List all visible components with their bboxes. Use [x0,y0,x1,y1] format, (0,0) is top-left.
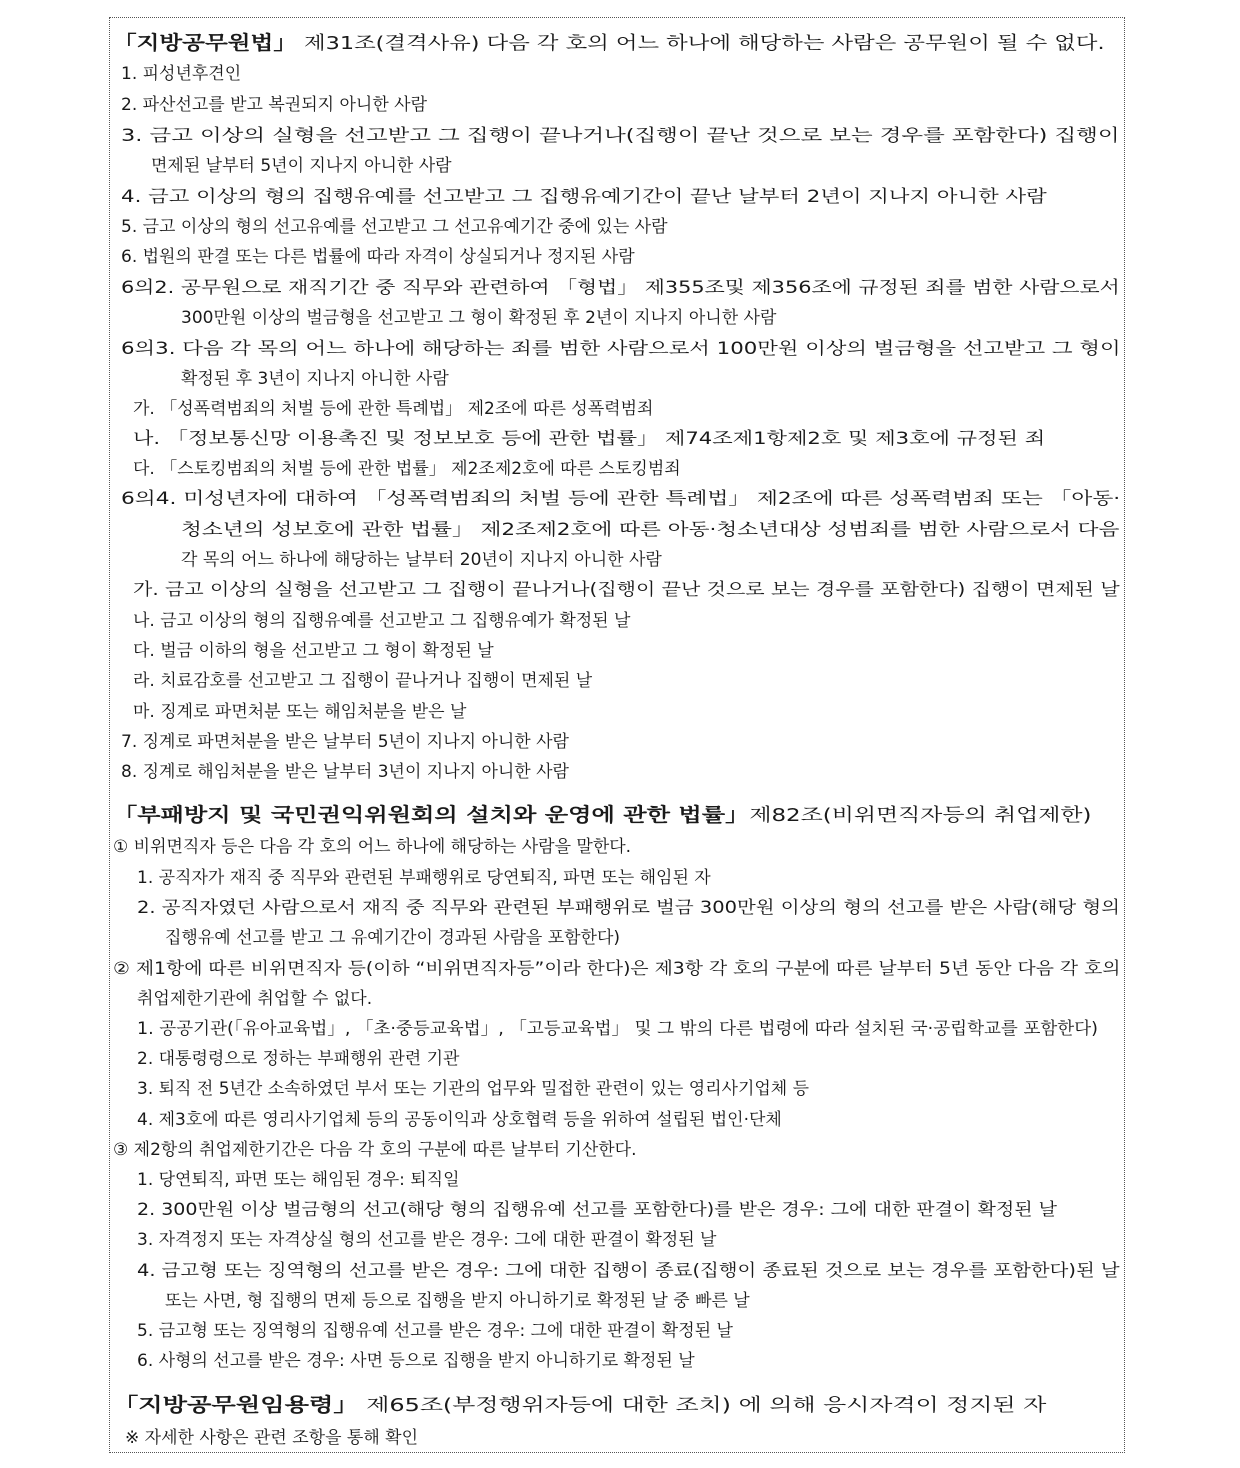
provision-line: 가. 「성폭력범죄의 처벌 등에 관한 특례법」 제2조에 따른 성폭력범죄 [133,399,654,419]
provision-line: 취업제한기관에 취업할 수 없다. [137,989,373,1009]
provision-line: 6. 법원의 판결 또는 다른 법률에 따라 자격이 상실되거나 정지된 사람 [121,247,635,267]
provision-line: 6의2. 공무원으로 재직기간 중 직무와 관련하여 「형법」 제355조및 제356조에 규정된 죄를 범한 사람으로서 [121,278,1120,298]
provision-line: 2. 공직자였던 사람으로서 재직 중 직무와 관련된 부패행위로 벌금 300만원 이상의 형의 선고를 받은 사람(해당 형의 [137,898,1120,918]
provision-line: 6의4. 미성년자에 대하여 「성폭력범죄의 처벌 등에 관한 특례법」 제2조에 따른 성폭력범죄 또는 「아동· [121,489,1121,509]
provision-line: 1. 공직자가 재직 중 직무와 관련된 부패행위로 당연퇴직, 파면 또는 해임된 자 [137,868,711,888]
provision-line: 확정된 후 3년이 지나지 아니한 사람 [181,369,449,389]
provision-line: 면제된 날부터 5년이 지나지 아니한 사람 [151,156,452,176]
provision-line: ※ 자세한 사항은 관련 조항을 통해 확인 [125,1428,418,1448]
provision-line: 나. 금고 이상의 형의 집행유예를 선고받고 그 집행유예가 확정된 날 [133,611,631,631]
law-title: 「지방공무원법」 [113,32,297,54]
provision-line: 8. 징계로 해임처분을 받은 날부터 3년이 지나지 아니한 사람 [121,762,569,782]
provision-line: 각 목의 어느 하나에 해당하는 날부터 20년이 지나지 아니한 사람 [181,550,662,570]
provision-line: 1. 공공기관(「유아교육법」, 「초·중등교육법」, 「고등교육법」 및 그 밖의 다른 법령에 따라 설치된 국·공립학교를 포함한다) [137,1019,1099,1039]
provision-line: 300만원 이상의 벌금형을 선고받고 그 형이 확정된 후 2년이 지나지 아니한 사람 [181,308,777,328]
provision-line: 4. 금고 이상의 형의 집행유예를 선고받고 그 집행유예기간이 끝난 날부터 2년이 지나지 아니한 사람 [121,187,1047,207]
provision-line: 또는 사면, 형 집행의 면제 등으로 집행을 받지 아니하기로 확정된 날 중 빠른 날 [165,1291,750,1311]
provision-line: 3. 자격정지 또는 자격상실 형의 선고를 받은 경우: 그에 대한 판결이 확정된 날 [137,1230,717,1250]
provision-line: 2. 대통령령으로 정하는 부패행위 관련 기관 [137,1049,460,1069]
provision-line: 가. 금고 이상의 실형을 선고받고 그 집행이 끝나거나(집행이 끝난 것으로 보는 경우를 포함한다) 집행이 면제된 날 [133,580,1120,600]
provision-line: 4. 제3호에 따른 영리사기업체 등의 공동이익과 상호협력 등을 위하여 설립된 법인·단체 [137,1110,782,1130]
provision-line: ③ 제2항의 취업제한기간은 다음 각 호의 구분에 따른 날부터 기산한다. [113,1140,637,1160]
provision-line: ② 제1항에 따른 비위면직자 등(이하 “비위면직자등”이라 한다)은 제3항 각 호의 구분에 따른 날부터 5년 동안 다음 각 호의 [113,959,1121,979]
provision-line: 1. 피성년후견인 [121,64,242,84]
law-title: 「부패방지 및 국민권익위원회의 설치와 운영에 관한 법률」 [113,804,750,826]
provision-line: 다. 벌금 이하의 형을 선고받고 그 형이 확정된 날 [133,641,494,661]
provision-line: 7. 징계로 파면처분을 받은 날부터 5년이 지나지 아니한 사람 [121,732,569,752]
article-title: 제82조(비위면직자등의 취업제한) [749,805,1092,826]
article-title: 제31조(결격사유) 다음 각 호의 어느 하나에 해당하는 사람은 공무원이 될 수 없다. [296,33,1105,54]
provision-line: 나. 「정보통신망 이용촉진 및 정보보호 등에 관한 법률」 제74조제1항제2호 및 제3호에 규정된 죄 [133,429,1046,449]
provision-line: 집행유예 선고를 받고 그 유예기간이 경과된 사람을 포함한다) [165,928,621,948]
article-title: 제65조(부정행위자등에 대한 조치) 에 의해 응시자격이 정지된 자 [358,1395,1047,1416]
section-heading [113,33,1105,54]
provision-line: 2. 파산선고를 받고 복권되지 아니한 사람 [121,95,427,115]
provision-line: 마. 징계로 파면처분 또는 해임처분을 받은 날 [133,702,467,722]
provision-line: 5. 금고형 또는 징역형의 집행유예 선고를 받은 경우: 그에 대한 판결이 확정된 날 [137,1321,733,1341]
provision-line: 6. 사형의 선고를 받은 경우: 사면 등으로 집행을 받지 아니하기로 확정된 날 [137,1351,695,1371]
provision-line: 6의3. 다음 각 목의 어느 하나에 해당하는 죄를 범한 사람으로서 100만원 이상의 벌금형을 선고받고 그 형이 [121,339,1121,359]
provision-line: 라. 치료감호를 선고받고 그 집행이 끝나거나 집행이 면제된 날 [133,671,593,691]
provision-line: ① 비위면직자 등은 다음 각 호의 어느 하나에 해당하는 사람을 말한다. [113,837,632,857]
law-title: 「지방공무원임용령」 [113,1394,359,1416]
provision-line: 3. 금고 이상의 실형을 선고받고 그 집행이 끝나거나(집행이 끝난 것으로 보는 경우를 포함한다) 집행이 [121,126,1120,146]
section-heading [113,805,1091,826]
provision-line: 다. 「스토킹범죄의 처벌 등에 관한 법률」 제2조제2호에 따른 스토킹범죄 [133,459,681,479]
provision-line: 청소년의 성보호에 관한 법률」 제2조제2호에 따른 아동·청소년대상 성범죄를 범한 사람으로서 다음 [181,520,1120,540]
provision-line: 4. 금고형 또는 징역형의 선고를 받은 경우: 그에 대한 집행이 종료(집행이 종료된 것으로 보는 경우를 포함한다)된 날 [137,1261,1120,1281]
section-heading [113,1395,1046,1416]
provision-line: 5. 금고 이상의 형의 선고유예를 선고받고 그 선고유예기간 중에 있는 사람 [121,217,668,237]
provision-line: 2. 300만원 이상 벌금형의 선고(해당 형의 집행유예 선고를 포함한다)를 받은 경우: 그에 대한 판결이 확정된 날 [137,1200,1058,1220]
provision-line: 1. 당연퇴직, 파면 또는 해임된 경우: 퇴직일 [137,1170,460,1190]
provision-line: 3. 퇴직 전 5년간 소속하였던 부서 또는 기관의 업무와 밀접한 관련이 있는 영리사기업체 등 [137,1079,810,1099]
